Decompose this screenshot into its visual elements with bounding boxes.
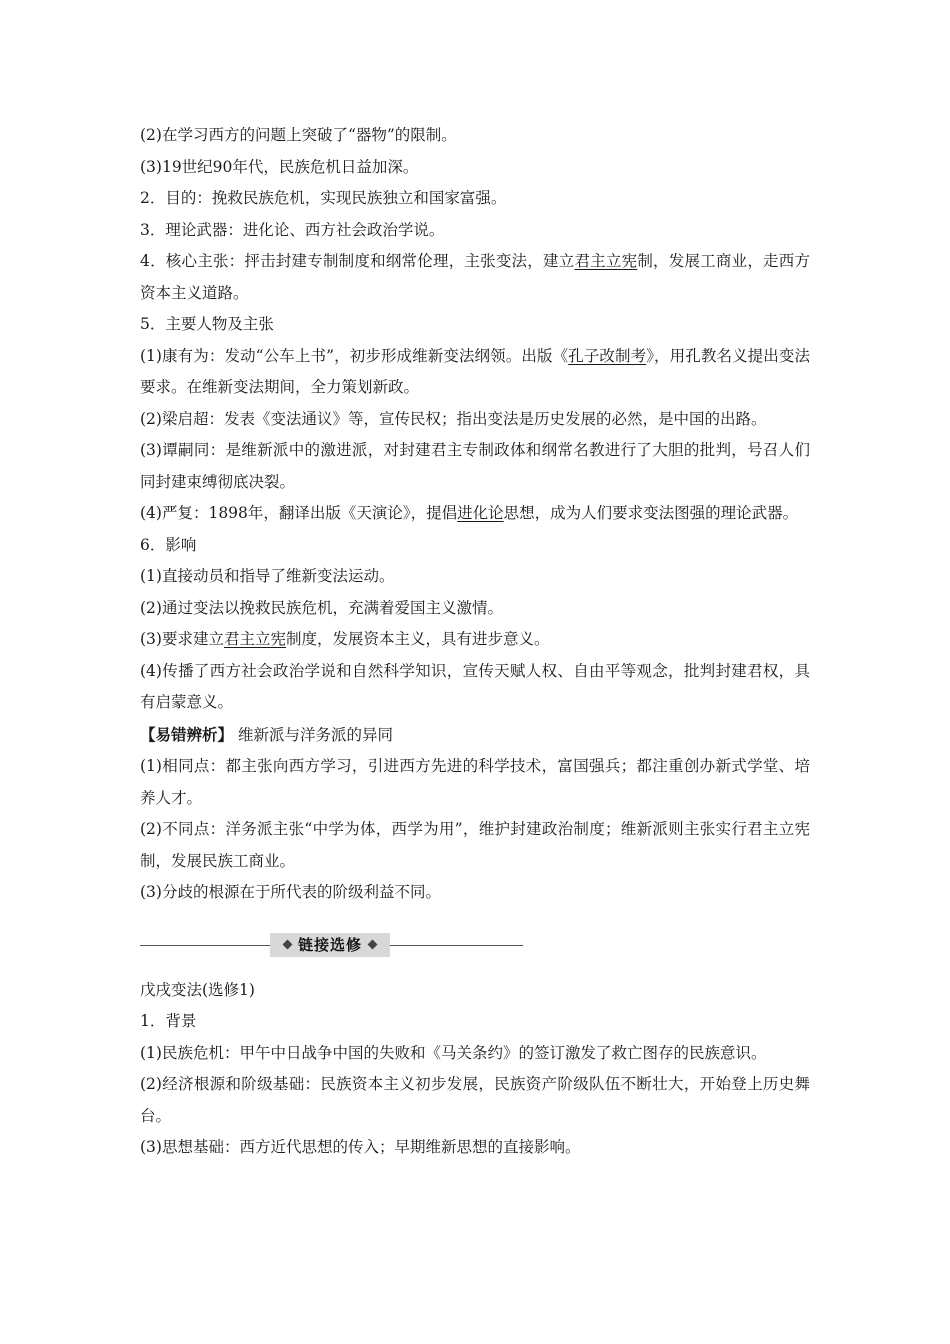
banner-box [270, 933, 390, 957]
section-title: 戊戌变法(选修1) [140, 980, 255, 999]
text-line: (3)分歧的根源在于所代表的阶级利益不同。 [140, 883, 441, 901]
diamond-icon [368, 940, 378, 950]
tan-sitong-paragraph: (3)谭嗣同：是维新派中的激进派，对封建君主专制政体和纲常名教进行了大胆的批判，号召人们同封建束缚彻底决裂。 [140, 441, 810, 491]
text-line: 3．理论武器：进化论、西方社会政治学说。 [140, 220, 445, 239]
underlined-term: 君主立宪 [223, 630, 286, 648]
section-heading: 1．背景 [140, 1012, 197, 1030]
text-line: (2)通过变法以挽救民族危机，充满着爱国主义激情。 [140, 598, 503, 617]
section-heading: 6．影响 [140, 535, 197, 554]
text-line: (2)在学习西方的问题上突破了“器物”的限制。 [140, 126, 457, 144]
text-line: (3)要求建立君主立宪制度，发展资本主义，具有进步意义。 [140, 630, 550, 648]
text-line: (3)19世纪90年代，民族危机日益加深。 [140, 157, 419, 176]
link-elective-banner [140, 931, 525, 961]
section-heading: 5．主要人物及主张 [140, 315, 274, 333]
yan-fu-paragraph: (4)严复：1898年，翻译出版《天演论》，提倡进化论思想，成为人们要求变法图强的理论武器。 [140, 504, 799, 522]
underlined-term: 君主立宪 [574, 252, 638, 270]
diamond-icon [283, 940, 293, 950]
underlined-term: 进化论 [457, 504, 504, 522]
banner-rule-right [390, 945, 523, 946]
liang-qichao-line: (2)梁启超：发表《变法通议》等，宣传民权；指出变法是历史发展的必然，是中国的出路。 [140, 409, 767, 428]
underlined-term: 孔子改制考 [568, 346, 647, 365]
influence-paragraph: (4)传播了西方社会政治学说和自然科学知识，宣传天赋人权、自由平等观念，批判封建君权，具有启蒙意义。 [140, 661, 810, 711]
economic-basis-paragraph: (2)经济根源和阶级基础：民族资本主义初步发展，民族资产阶级队伍不断壮大，开始登上历史舞台。 [140, 1075, 810, 1125]
text-line: (3)思想基础：西方近代思想的传入；早期维新思想的直接影响。 [140, 1138, 581, 1156]
text-line: (1)直接动员和指导了维新变法运动。 [140, 567, 395, 585]
difference-paragraph: (2)不同点：洋务派主张“中学为体，西学为用”，维护封建政治制度；维新派则主张实行君主立宪制，发展民族工商业。 [140, 820, 810, 870]
error-analysis-heading: 【易错辨析】 维新派与洋务派的异同 [140, 724, 393, 744]
banner-rule-left [140, 945, 270, 946]
text-line: (1)民族危机：甲午中日战争中国的失败和《马关条约》的签订激发了救亡图存的民族意识。 [140, 1043, 767, 1062]
text-line: 2．目的：挽救民族危机，实现民族独立和国家富强。 [140, 189, 507, 207]
error-analysis-tag: 【易错辨析】 [140, 724, 234, 744]
kang-youwei-paragraph: (1)康有为：发动“公车上书”，初步形成维新变法纲领。出版《孔子改制考》，用孔教名义提出变法要求。在维新变法期间，全力策划新政。 [140, 346, 810, 396]
similarity-paragraph: (1)相同点：都主张向西方学习，引进西方先进的科学技术，富国强兵；都注重创办新式学堂、培养人才。 [140, 757, 810, 807]
core-claim-paragraph: 4．核心主张：抨击封建专制制度和纲常伦理，主张变法，建立君主立宪制，发展工商业，走西方资本主义道路。 [140, 252, 810, 302]
banner-label: 链接选修 [297, 936, 362, 954]
document-page [140, 120, 810, 1164]
